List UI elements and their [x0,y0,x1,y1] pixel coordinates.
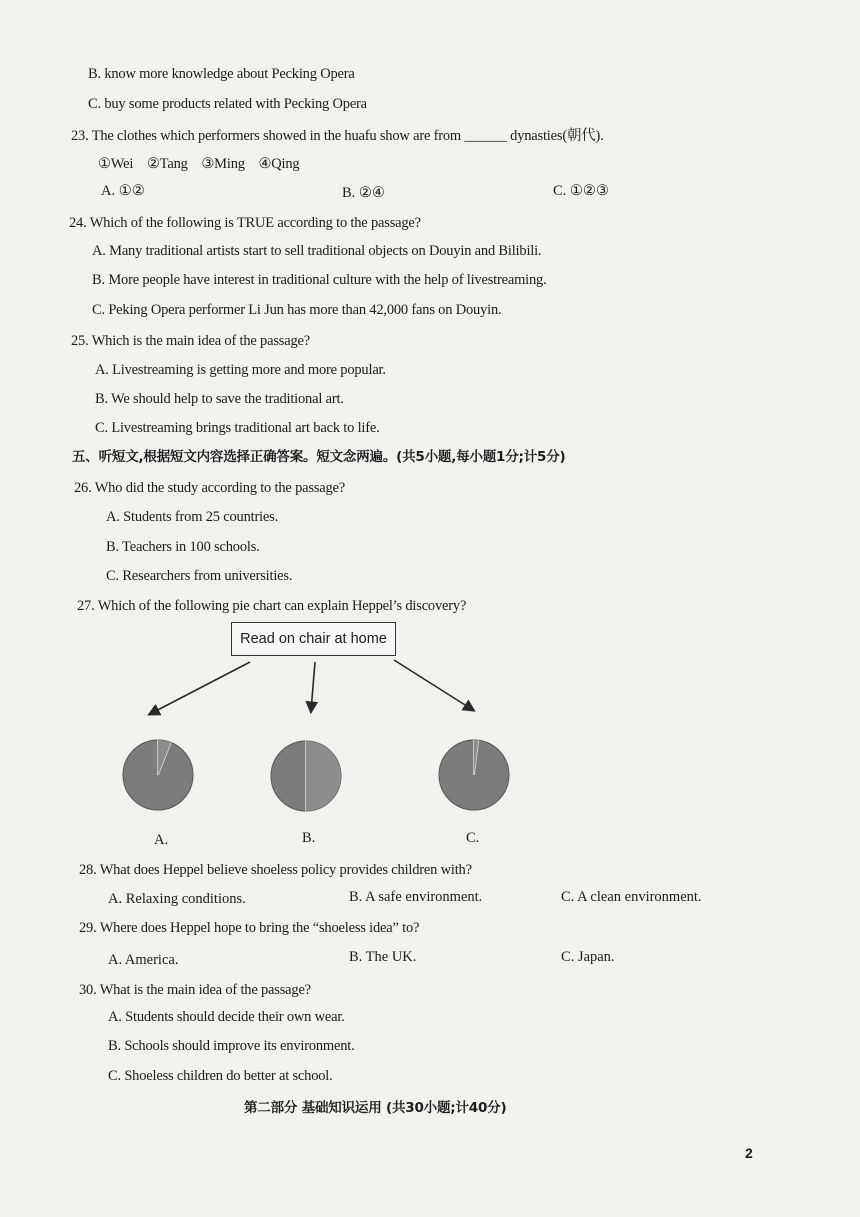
q25-option-a: A. Livestreaming is getting more and more popular. [95,362,386,378]
q26-option-a: A. Students from 25 countries. [106,509,279,525]
q27-question: 27. Which of the following pie chart can explain Heppel’s discovery? [77,598,467,614]
q30-option-a: A. Students should decide their own wear. [108,1009,345,1025]
q22-option-b: B. know more knowledge about Pecking Opera [88,66,355,82]
q28-option-b: B. A safe environment. [349,889,483,905]
q23-option-c: C. ①②③ [553,183,609,199]
pie-a-reading-slice [158,740,171,775]
q23-option-a: A. ①② [101,183,145,199]
pie-c-slice-edge-2 [474,740,478,775]
page-number: 2 [745,1145,753,1161]
q24-question: 24. Which of the following is TRUE according to the passage? [69,215,421,231]
q26-option-c: C. Researchers from universities. [106,568,293,584]
q28-option-a: A. Relaxing conditions. [108,891,246,907]
pie-label-c: C. [466,830,480,846]
q25-question: 25. Which is the main idea of the passage? [71,333,310,349]
q28-question: 28. What does Heppel believe shoeless policy provides children with? [79,862,472,878]
q23-items: ①Wei ②Tang ③Ming ④Qing [98,156,300,172]
q25-option-c: C. Livestreaming brings traditional art back to life. [95,420,380,436]
q29-option-b: B. The UK. [349,949,417,965]
q24-option-c: C. Peking Opera performer Li Jun has more than 42,000 fans on Douyin. [92,302,502,318]
q30-option-b: B. Schools should improve its environment. [108,1038,355,1054]
pie-c-reading-slice [474,740,478,775]
part-2-heading: 第二部分 基础知识运用 (共30小题;计40分) [244,1100,507,1116]
arrow-to-pie-b [311,662,315,711]
q23-question: 23. The clothes which performers showed in the huafu show are from ______ dynasties(朝代). [71,128,604,144]
pie-b [271,741,341,811]
q24-option-b: B. More people have interest in traditional culture with the help of livestreaming. [92,272,547,288]
arrow-to-pie-a [150,662,250,714]
pie-c [439,740,509,810]
q24-option-a: A. Many traditional artists start to sell traditional objects on Douyin and Bilibili. [92,243,542,259]
reading-chair-label-box [231,622,396,656]
q29-option-c: C. Japan. [561,949,615,965]
q25-option-b: B. We should help to save the traditional art. [95,391,344,407]
pie-label-b: B. [302,830,316,846]
pie-label-a: A. [154,832,169,848]
arrow-to-pie-c [394,660,473,710]
q30-option-c: C. Shoeless children do better at school. [108,1068,333,1084]
q22-option-c: C. buy some products related with Pecking Opera [88,96,367,112]
q28-option-c: C. A clean environment. [561,889,702,905]
section-5-heading: 五、听短文,根据短文内容选择正确答案。短文念两遍。(共5小题,每小题1分;计5分) [72,449,566,465]
pie-a [123,740,193,810]
q23-option-b: B. ②④ [342,185,385,201]
q26-question: 26. Who did the study according to the passage? [74,480,345,496]
q29-question: 29. Where does Heppel hope to bring the “shoeless idea” to? [79,920,420,936]
reading-chair-label: Read on chair at home [240,631,387,647]
pie-a-slice-edge-2 [158,742,171,775]
q30-question: 30. What is the main idea of the passage? [79,982,311,998]
q26-option-b: B. Teachers in 100 schools. [106,539,260,555]
q29-option-a: A. America. [108,952,179,968]
pie-b-reading-slice [306,741,341,811]
